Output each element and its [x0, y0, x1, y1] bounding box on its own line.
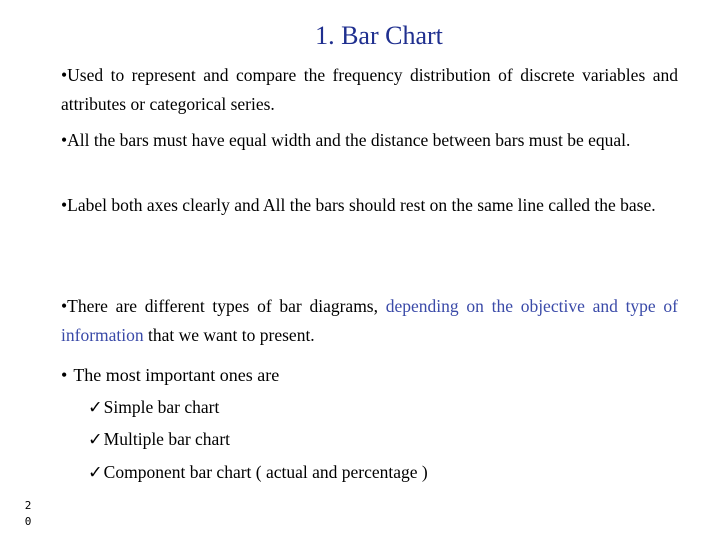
- sub-item-label: Multiple bar chart: [103, 429, 231, 449]
- bullet-2-text: All the bars must have equal width and the distance between bars must be equal.: [67, 130, 631, 150]
- bullet-4: [61, 292, 678, 350]
- page-number: [23, 498, 33, 530]
- bullet-1: [61, 61, 678, 119]
- slide-title: 1. Bar Chart: [315, 21, 443, 50]
- sub-item-label: Component bar chart ( actual and percentage ): [103, 462, 428, 482]
- checkmark-icon: ✓: [88, 397, 103, 417]
- bullet-4-text-before: There are different types of bar diagrams,: [67, 296, 386, 316]
- sub-item-multiple: [88, 427, 230, 451]
- bullet-marker: •: [61, 65, 68, 85]
- checkmark-icon: ✓: [88, 462, 103, 482]
- bullet-1-text: Used to represent and compare the frequency distribution of discrete variables and attributes or categorical series.: [61, 65, 678, 114]
- bullet-marker: •: [61, 130, 68, 150]
- page-number-digit: 0: [24, 515, 32, 528]
- bullet-marker: •: [61, 195, 68, 215]
- bullet-2: [61, 126, 678, 155]
- page-number-digit: 2: [24, 499, 32, 512]
- bullet-3: [61, 191, 678, 220]
- bullet-4-highlight: depending on the objective and type of information: [61, 296, 679, 345]
- sub-item-label: Simple bar chart: [103, 397, 220, 417]
- bullet-marker: •: [61, 365, 68, 385]
- bullet-3-text: Label both axes clearly and All the bars should rest on the same line called the base.: [67, 195, 656, 215]
- sub-item-component: [88, 460, 428, 484]
- sub-item-simple: [88, 395, 219, 419]
- bullet-marker: •: [61, 296, 68, 316]
- checkmark-icon: ✓: [88, 429, 103, 449]
- bullet-5: [61, 361, 678, 390]
- bullet-5-text: The most important ones are: [73, 365, 280, 385]
- bullet-4-text-after: that we want to present.: [143, 325, 315, 345]
